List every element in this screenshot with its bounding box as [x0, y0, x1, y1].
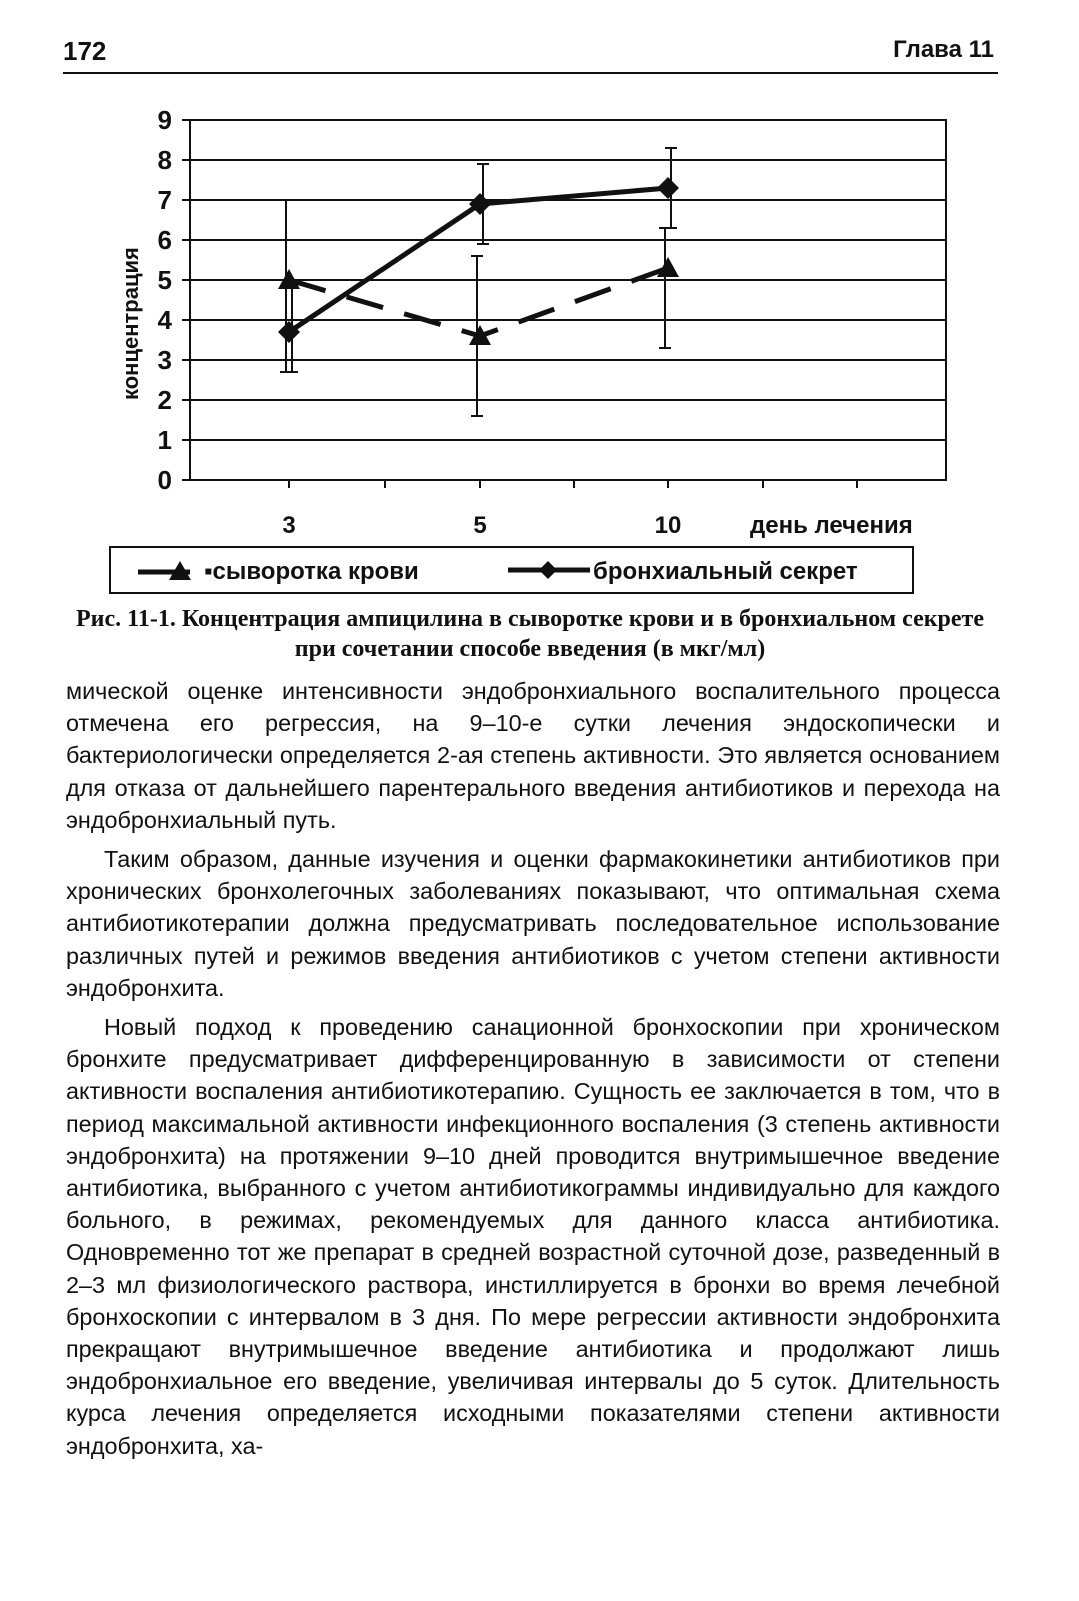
- y-tick-label: 2: [157, 385, 172, 415]
- x-tick-label: 10: [654, 512, 682, 539]
- legend-serum-label: ▪сыворотка крови: [204, 558, 419, 585]
- y-tick-labels: [158, 105, 173, 495]
- paragraph: Таким образом, данные изучения и оценки фармакокинетики антибиотиков при хронических бронхолегочных заболеваниях показывают, что оптимальная схема антибиотикотерапии должна предусматривать последовательное использование различных путей и режимов введения антибиотиков с учетом степени активности эндобронхита.: [66, 846, 1000, 1001]
- triangle-marker: [657, 257, 679, 277]
- y-tick-label: 3: [157, 345, 172, 375]
- chapter-title: Глава 11: [893, 36, 994, 63]
- y-tick-label: 6: [157, 225, 172, 255]
- concentration-chart: [0, 100, 1079, 620]
- y-tick-label: 1: [157, 425, 172, 455]
- diamond-marker: [657, 177, 679, 199]
- y-tick-label: 0: [157, 465, 172, 495]
- paragraph: мической оценке интенсивности эндобронхиального воспалительного процесса отмечена его регрессия, на 9–10-е сутки лечения эндоскопически и бактериологически определяется 2-ая степень активности. Это является основанием для отказа от дальнейшего парентерального введения антибиотиков и перехода на эндобронхиальный путь.: [66, 678, 1000, 833]
- series-layer: [278, 148, 679, 416]
- x-tick-label: 5: [473, 512, 487, 539]
- y-tick-label: 4: [157, 305, 172, 335]
- y-axis-label: концентрация: [118, 247, 143, 400]
- figure-caption: Рис. 11-1. Концентрация ампицилина в сыворотке крови и в бронхиальном секрете при сочетании способе введения (в мкг/мл): [76, 606, 984, 662]
- page-number: 172: [63, 36, 107, 66]
- page-header: [63, 34, 998, 74]
- y-tick-label: 8: [157, 145, 172, 175]
- y-tick-label: 9: [157, 105, 172, 135]
- y-tick-label: 7: [157, 185, 172, 215]
- legend: [110, 547, 913, 593]
- x-tick-labels: [282, 512, 681, 539]
- plot-area: [190, 120, 946, 480]
- x-tick-label: 3: [282, 512, 296, 539]
- y-tick-label: 5: [157, 265, 172, 295]
- body-text: [66, 675, 1000, 1469]
- series-line: [289, 268, 668, 336]
- paragraph: Новый подход к проведению санационной бронхоскопии при хроническом бронхите предусматривает дифференцированную в зависимости от степени активности воспаления антибиотикотерапию. Сущность ее заключается в том, что в период максимальной активности инфекционного воспаления (3 степень активности эндобронхита) на протяжении 9–10 дней проводится внутримышечное введение антибиотика, выбранного с учетом антибиотикограммы индивидуально для каждого больного, в режимах, рекомендуемых для данного класса антибиотика. Одновременно тот же препарат в средней возрастной суточной дозе, разведенный в 2–3 мл физиологического раствора, инстиллируется в бронхи во время лечебной бронхоскопии с интервалом в 3 дня. По мере регрессии активности эндобронхита прекращают внутримышечное введение антибиотика и продолжают лишь эндобронхиальное его введение, увеличивая интервалы до 5 суток. Длительность курса лечения определяется исходными показателями степени активности эндобронхита, ха-: [66, 1014, 1000, 1459]
- x-axis-label: день лечения: [750, 512, 913, 539]
- legend-bronch-label: бронхиальный секрет: [593, 558, 858, 585]
- gridlines: [182, 120, 946, 488]
- series-serum: [278, 200, 679, 416]
